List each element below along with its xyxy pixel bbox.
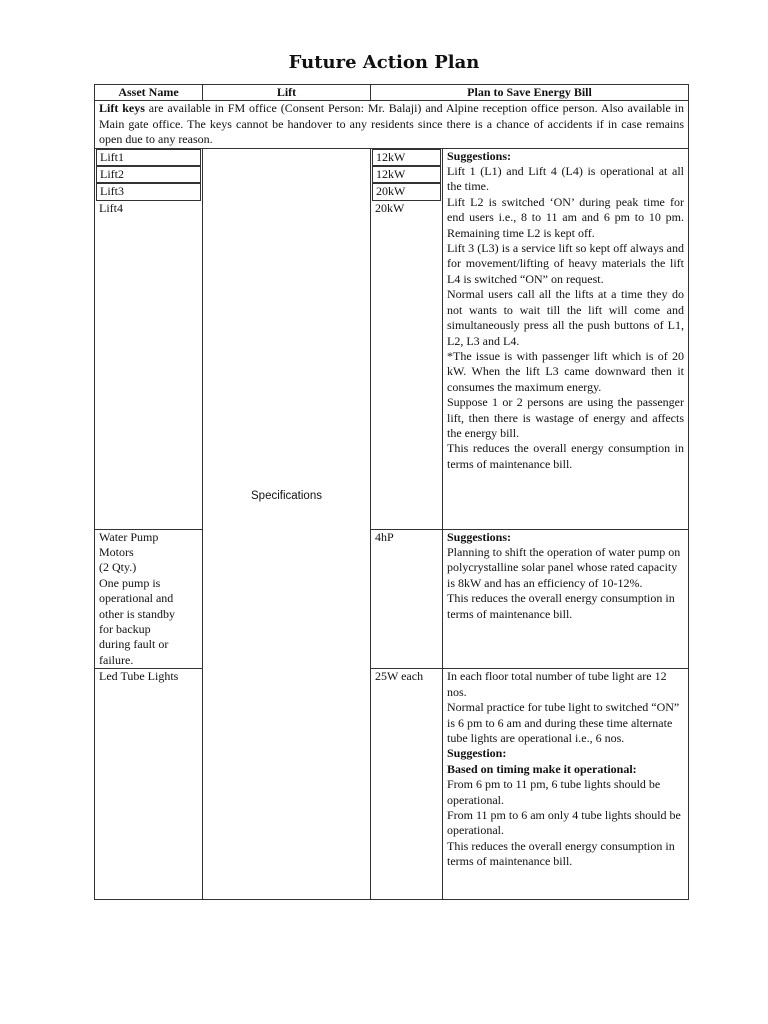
pump-row (95, 529, 689, 669)
lift1-power: 12kW (372, 149, 441, 166)
pump-name-line-6: other is standby (99, 606, 175, 621)
tube-plan-para-4: From 11 pm to 6 am only 4 tube lights should be operational. (447, 807, 681, 838)
pump-name-line-8: during fault or (99, 637, 169, 652)
lift-plan-para-7: This reduces the overall energy consumption in terms of maintenance bill. (447, 441, 685, 471)
pump-name-line-5: operational and (99, 591, 174, 606)
lift-plan-heading: Suggestions: (447, 148, 512, 163)
pump-plan-cell (443, 529, 689, 669)
lift-power-cell (371, 148, 443, 529)
pump-power: 4hP (371, 529, 443, 669)
tube-plan-cell (443, 669, 689, 900)
pump-plan-para-2: This reduces the overall energy consumption in terms of maintenance bill. (447, 591, 675, 621)
tube-plan-subheading: Based on timing make it operational: (447, 761, 637, 776)
header-row (95, 85, 689, 101)
tube-plan-para-5: This reduces the overall energy consumption in terms of maintenance bill. (447, 838, 675, 869)
pump-name-line-1: Water Pump (99, 529, 159, 544)
pump-name-line-2: Motors (99, 545, 134, 560)
tube-power: 25W each (371, 669, 443, 900)
specifications-label: Specifications (251, 490, 322, 503)
lift1-name: Lift1 (96, 149, 201, 166)
lift-plan-para-3: Lift 3 (L3) is a service lift so kept off always and for movement/lifting of heavy materials the lift L4 is switched “ON” on request. (447, 241, 685, 286)
action-plan-table (94, 84, 689, 900)
tube-plan-para-2: Normal practice for tube light to switched “ON” is 6 pm to 6 am and during these time alternate tube lights are operational i.e., 6 nos. (447, 700, 680, 745)
pump-plan-heading: Suggestions: (447, 529, 512, 544)
lift-plan-para-5: *The issue is with passenger lift which is of 20 kW. When the lift L3 came downward then it consumes the maximum energy. (447, 348, 685, 394)
lift-plan-para-4: Normal users call all the lifts at a time they do not wants to wait till the lift will come and simultaneously press all the push buttons of L1, L2, L3 and L4. (447, 287, 685, 348)
pump-name-line-4: One pump is (99, 575, 161, 590)
tube-plan-heading: Suggestion: (447, 746, 507, 761)
lift-plan-para-6: Suppose 1 or 2 persons are using the passenger lift, then there is wastage of energy and affects the energy bill. (447, 395, 685, 440)
lift-plan-para-2: Lift L2 is switched ‘ON’ during peak time for end users i.e., 8 to 11 am and 6 pm to 10 pm. Remaining time L2 is kept off. (447, 194, 685, 240)
tube-plan-para-3: From 6 pm to 11 pm, 6 tube lights should be operational. (447, 777, 661, 807)
pump-plan-para-1: Planning to shift the operation of water pump on polycrystalline solar panel whose rated capacity is 8kW and has an efficiency of 10-12%. (447, 545, 681, 590)
lift3-name: Lift3 (96, 183, 201, 200)
document-title: Future Action Plan (288, 52, 480, 73)
lift4-name: Lift4 (99, 200, 123, 215)
header-lift: Lift (203, 85, 371, 101)
pump-name-line-9: failure. (99, 652, 134, 667)
header-asset-name: Asset Name (95, 85, 203, 101)
keys-note (95, 101, 689, 148)
lift4-power: 20kW (375, 200, 405, 215)
pump-name-line-3: (2 Qty.) (99, 560, 137, 575)
tube-row (95, 669, 689, 900)
lift-plan-cell (443, 148, 689, 529)
header-plan: Plan to Save Energy Bill (371, 85, 689, 101)
keys-note-bold: Lift keys (99, 101, 145, 116)
lift-assets-cell (95, 148, 203, 529)
specifications-cell (203, 148, 371, 900)
keys-note-row (95, 101, 689, 148)
lift-section-row (95, 148, 689, 529)
pump-asset-cell (95, 529, 203, 669)
tube-asset-name: Led Tube Lights (95, 669, 203, 900)
lift3-power: 20kW (372, 183, 441, 200)
pump-name-line-7: for backup (99, 622, 151, 637)
tube-plan-para-1: In each floor total number of tube light are 12 nos. (447, 669, 667, 699)
lift2-name: Lift2 (96, 166, 201, 183)
keys-note-text: are available in FM office (Consent Person: Mr. Balaji) and Alpine reception office person. Also available in Main gate office. The keys cannot be handover to any residents since there is a chance of accidents if in case remains open due to any reason. (99, 101, 685, 147)
lift2-power: 12kW (372, 166, 441, 183)
lift-plan-para-1: Lift 1 (L1) and Lift 4 (L4) is operational at all the time. (447, 164, 685, 194)
